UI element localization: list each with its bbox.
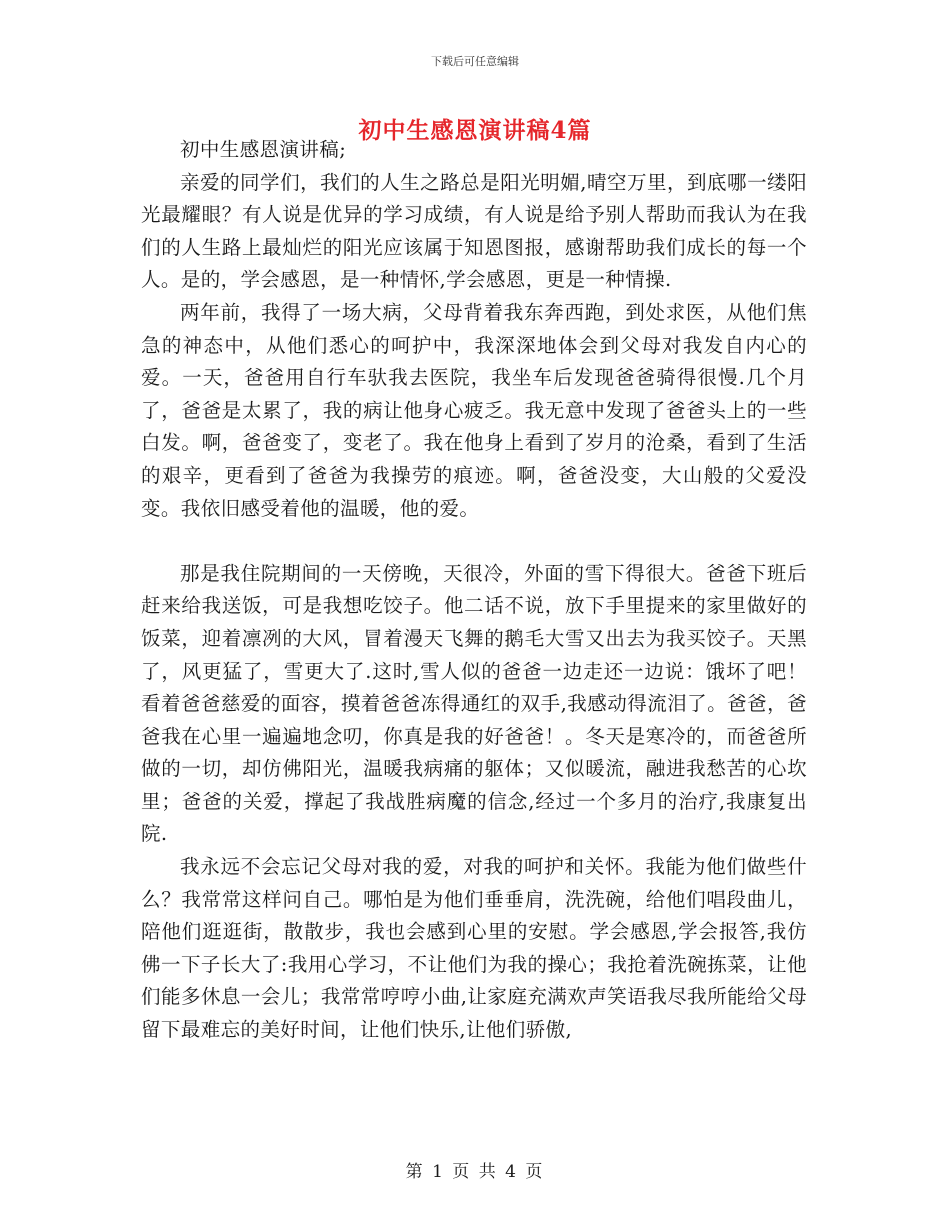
paragraph-gratitude: 我永远不会忘记父母对我的爱，对我的呵护和关怀。我能为他们做些什么？我常常这样问自己。哪怕是为他们垂垂肩，洗洗碗，给他们唱段曲儿，陪他们逛逛街，散散步，我也会感到心里的安慰。学会感恩,学会报答,我仿佛一下子长大了:我用心学习，不让他们为我的操心；我抢着洗碗拣菜，让他们能多休息一会儿；我常常哼哼小曲,让家庭充满欢声笑语我尽我所能给父母留下最难忘的美好时间，让他们快乐,让他们骄傲, [141, 855, 807, 1042]
page-footer: 第 1 页 共 4 页 [405, 1162, 545, 1182]
header-note: 下载后可任意编辑 [431, 55, 519, 68]
salutation-line: 初中生感恩演讲稿; [180, 138, 347, 161]
document-body [141, 134, 807, 1047]
document-title: 初中生感恩演讲稿4篇 [358, 117, 592, 144]
paragraph-illness: 两年前，我得了一场大病，父母背着我东奔西跑，到处求医，从他们焦急的神态中，从他们悉心的呵护中，我深深地体会到父母对我发自内心的爱。一天，爸爸用自行车驮我去医院，我坐车后发现爸爸骑得很慢.几个月了，爸爸是太累了，我的病让他身心疲乏。我无意中发现了爸爸头上的一些白发。啊，爸爸变了，变老了。我在他身上看到了岁月的沧桑，看到了生活的艰辛，更看到了爸爸为我操劳的痕迹。啊，爸爸没变，大山般的父爱没变。我依旧感受着他的温暖，他的爱。 [141, 300, 807, 520]
paragraph-snow-evening: 那是我住院期间的一天傍晚，天很冷，外面的雪下得很大。爸爸下班后赶来给我送饭，可是我想吃饺子。他二话不说，放下手里提来的家里做好的饭菜，迎着凛冽的大风，冒着漫天飞舞的鹅毛大雪又出去为我买饺子。天黑了，风更猛了，雪更大了.这时,雪人似的爸爸一边走还一边说：饿坏了吧！看着爸爸慈爱的面容，摸着爸爸冻得通红的双手,我感动得流泪了。爸爸，爸爸我在心里一遍遍地念叨，你真是我的好爸爸！。冬天是寒冷的，而爸爸所做的一切，却仿佛阳光，温暖我病痛的躯体；又似暖流，融进我愁苦的心坎里；爸爸的关爱，撑起了我战胜病魔的信念,经过一个多月的治疗,我康复出院. [141, 561, 807, 846]
paragraph-intro: 亲爱的同学们，我们的人生之路总是阳光明媚,晴空万里，到底哪一缕阳光最耀眼？有人说是优异的学习成绩，有人说是给予别人帮助而我认为在我们的人生路上最灿烂的阳光应该属于知恩图报，感谢帮助我们成长的每一个人。是的，学会感恩，是一种情怀,学会感恩，更是一种情操. [141, 170, 807, 292]
